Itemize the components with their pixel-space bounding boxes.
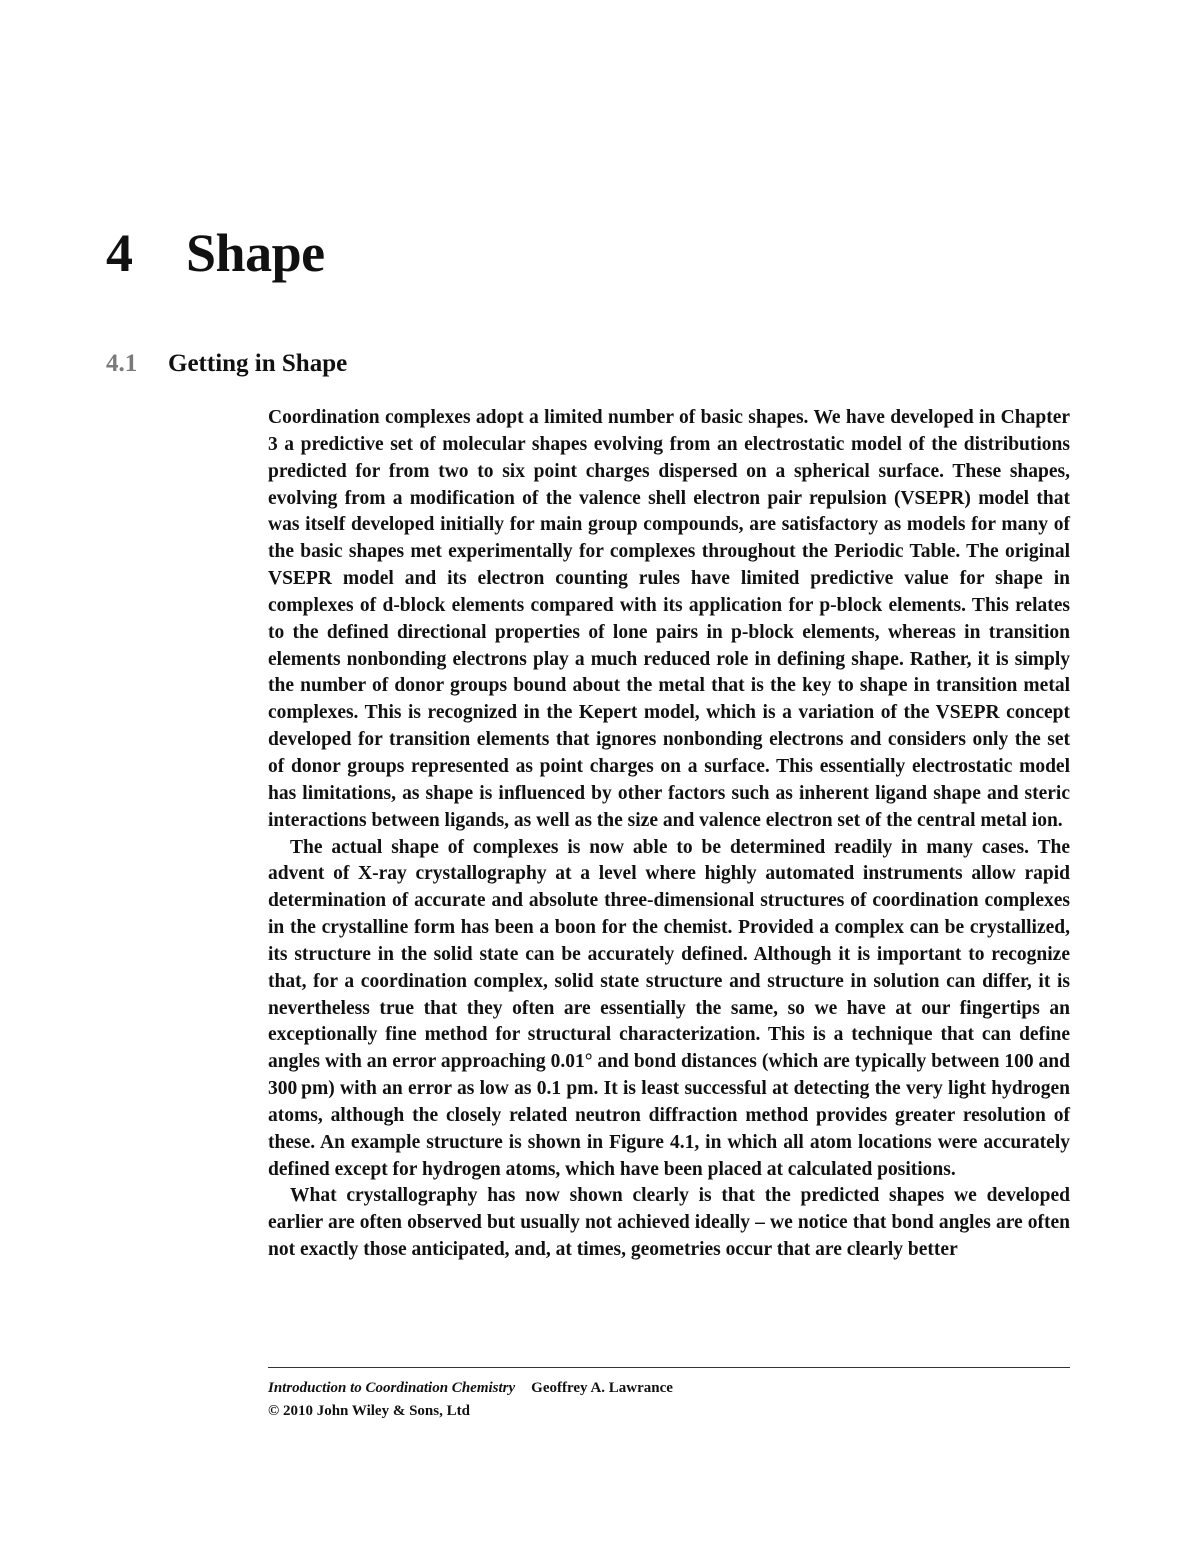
- footer-book-title: Introduction to Coordination Chemistry: [268, 1380, 516, 1396]
- footer-author: Geoffrey A. Lawrance: [531, 1380, 673, 1396]
- footer-copyright: © 2010 John Wiley & Sons, Ltd: [268, 1403, 470, 1419]
- body-text: [268, 405, 1070, 1264]
- paragraph-1: Coordination complexes adopt a limited number of basic shapes. We have developed in Chapter 3 a predictive set of molecular shapes evolving from an electrostatic model of the distributions predicted for from two to six point charges dispersed on a spherical surface. These shapes, evolving from a modification of the valence shell electron pair repulsion (VSEPR) model that was itself developed initially for main group compounds, are satisfactory as models for many of the basic shapes met experimentally for complexes throughout the Periodic Table. The original VSEPR model and its electron counting rules have limited predictive value for shape in complexes of d-block elements compared with its application for p-block elements. This relates to the defined directional properties of lone pairs in p-block elements, whereas in transition elements nonbonding electrons play a much reduced role in defining shape. Rather, it is simply the number of donor groups bound about the metal that is the key to shape in transition metal complexes. This is recognized in the Kepert model, which is a variation of the VSEPR concept developed for transition elements that ignores nonbonding electrons and considers only the set of donor groups represented as point charges on a surface. This essentially electrostatic model has limitations, as shape is influenced by other factors such as inherent ligand shape and steric interactions between ligands, as well as the size and valence electron set of the central metal ion.: [268, 407, 1070, 831]
- chapter-number: 4: [106, 223, 133, 283]
- chapter-heading: [106, 223, 325, 283]
- page-footer: [268, 1367, 1070, 1423]
- footer-citation-line: [268, 1377, 1070, 1400]
- section-number: 4.1: [106, 350, 138, 377]
- paragraph-3: What crystallography has now shown clearly is that the predicted shapes we developed earlier are often observed but usually not achieved ideally – we notice that bond angles are often not exactly those anticipated, and, at times, geometries occur that are clearly better: [268, 1185, 1070, 1261]
- section-title: Getting in Shape: [168, 350, 348, 377]
- chapter-title: Shape: [186, 223, 325, 283]
- paragraph-2: The actual shape of complexes is now able to be determined readily in many cases. The advent of X-ray crystallography at a level where highly automated instruments allow rapid determination of accurate and absolute three-dimensional structures of coordination complexes in the crystalline form has been a boon for the chemist. Provided a complex can be crystallized, its structure in the solid state can be accurately defined. Although it is important to recognize that, for a coordination complex, solid state structure and structure in solution can differ, it is nevertheless true that they often are essentially the same, so we have at our fingertips an exceptionally fine method for structural characterization. This is a technique that can define angles with an error approaching 0.01° and bond distances (which are typically between 100 and 300 pm) with an error as low as 0.1 pm. It is least successful at detecting the very light hydrogen atoms, although the closely related neutron diffraction method provides greater resolution of these. An example structure is shown in Figure 4.1, in which all atom locations were accurately defined except for hydrogen atoms, which have been placed at calculated positions.: [268, 836, 1070, 1180]
- section-heading: [106, 350, 347, 378]
